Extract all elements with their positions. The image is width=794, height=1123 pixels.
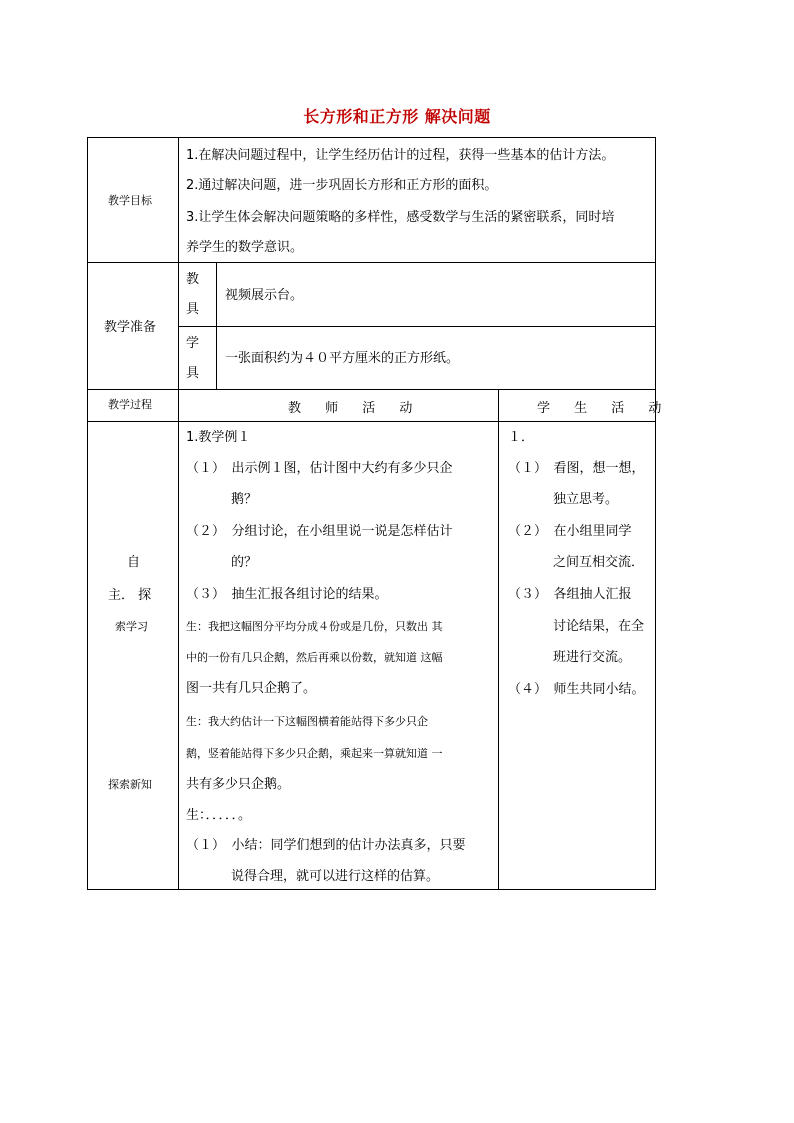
student-activity-line: 之间互相交流．	[553, 555, 645, 570]
row-divider	[87, 421, 656, 422]
teacher-tool-label: 教	[186, 272, 200, 287]
student-activity-line: （３） 各组抽人汇报	[508, 587, 632, 602]
teacher-activity-line: 图一共有几只企鹅了。	[186, 681, 317, 696]
student-activity-line: （４） 师生共同小结。	[508, 682, 645, 697]
teacher-activity-line: （１） 出示例１图，估计图中大约有多少只企	[186, 461, 453, 476]
goals-label: 教学目标	[108, 194, 152, 207]
column-divider	[498, 389, 499, 890]
goal-item: 养学生的数学意识。	[186, 240, 304, 255]
student-activity-line: １．	[508, 430, 535, 445]
teacher-activity-line: 中的一份有几只企鹅，然后再乘以份数，就知道 这幅	[186, 651, 443, 664]
student-activity-line: （１） 看图，想一想，	[508, 461, 645, 476]
teacher-activity-header: 教 师 活 动	[288, 401, 423, 416]
teacher-activity-line: （１） 小结：同学们想到的估计办法真多，只要	[186, 838, 466, 853]
student-activity-line: 讨论结果，在全	[553, 619, 645, 634]
stage-label: 自	[127, 555, 141, 570]
teacher-activity-line: 鹅？	[231, 492, 258, 507]
column-divider	[216, 262, 217, 389]
student-tool-label: 具	[186, 366, 200, 381]
teacher-activity-line: 的？	[231, 555, 258, 570]
student-activity-line: （２） 在小组里同学	[508, 524, 632, 539]
goal-item: 2.通过解决问题，进一步巩固长方形和正方形的面积。	[186, 178, 498, 193]
row-divider	[87, 262, 656, 263]
teacher-activity-line: 1.教学例１	[186, 430, 251, 445]
goal-item: 3.让学生体会解决问题策略的多样性，感受数学与生活的紧密联系，同时培	[186, 210, 615, 225]
column-divider	[178, 137, 179, 890]
teacher-tool: 视频展示台。	[225, 288, 304, 303]
process-label: 教学过程	[108, 398, 152, 411]
student-activity-line: 独立思考。	[553, 492, 619, 507]
stage-label: 索学习	[115, 620, 148, 633]
prep-label: 教学准备	[104, 320, 157, 335]
student-tool: 一张面积约为４０平方厘米的正方形纸。	[225, 351, 460, 366]
row-divider	[178, 326, 656, 327]
teacher-activity-line: （２） 分组讨论，在小组里说一说是怎样估计	[186, 524, 453, 539]
teacher-activity-line: 生：我把这幅图分平均分成４份或是几份，只数出 其	[186, 620, 443, 633]
goal-item: 1.在解决问题过程中，让学生经历估计的过程，获得一些基本的估计方法。	[186, 148, 615, 163]
teacher-activity-line: 鹅，竖着能站得下多少只企鹅，乘起来一算就知道 一	[186, 747, 443, 760]
teacher-activity-line: 生：．．．．．。	[186, 808, 252, 823]
teacher-activity-line: 共有多少只企鹅。	[186, 777, 291, 792]
teacher-tool-label: 具	[186, 302, 200, 317]
teacher-activity-line: （３） 抽生汇报各组讨论的结果。	[186, 587, 388, 602]
student-activity-header: 学 生 活 动	[537, 401, 672, 416]
student-activity-line: 班进行交流。	[553, 650, 632, 665]
page-title: 长方形和正方形 解决问题	[303, 107, 491, 126]
stage-label: 探索新知	[108, 778, 152, 791]
student-tool-label: 学	[186, 336, 200, 351]
teacher-activity-line: 说得合理，就可以进行这样的估算。	[231, 869, 440, 884]
row-divider	[87, 389, 656, 390]
stage-label: 主． 探	[108, 588, 152, 603]
teacher-activity-line: 生：我大约估计一下这幅图横着能站得下多少只企	[186, 715, 428, 728]
table-border	[87, 137, 656, 890]
